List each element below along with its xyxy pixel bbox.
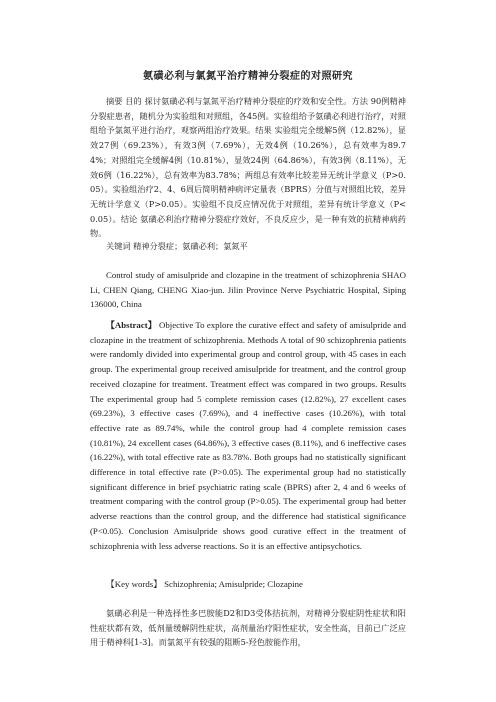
keywords-label: 【Key words】 (106, 579, 162, 589)
abstract-label: 【Abstract】 (106, 320, 157, 330)
english-abstract-text: Objective To explore the curative effect and safety of amisulpride and clozapine in the treatment of schizophrenia. Methods A total of 90 schizophrenia patients were randomly divided into experimental group and control group, with 45 cases in each group. The experimental group received amisulpride for treatment, and the control group received clozapine for treatment. Treatment effect was compared in two groups. Results The experimental group had 5 complete remission cases (12.82%), 27 excellent cases (69.23%), 3 effective cases (7.69%), and 4 ineffective cases (10.26%), with total effective rate as 89.74%, while the control group had 4 complete remission cases (10.81%), 24 excellent cases (64.86%), 3 effective cases (8.11%), and 6 ineffective cases (16.22%), with total effective rate as 83.78%. Both groups had no statistically significant difference in total effective rate (P>0.05). The experimental group had no statistically significant difference in brief psychiatric rating scale (BPRS) after 2, 4 and 6 weeks of treatment comparing with the control group (P>0.05). The experimental group had better adverse reactions than the control group, and the difference had statistical significance (P<0.05). Conclusion Amisulpride shows good curative effect in the treatment of schizophrenia with less adverse reactions. So it is an effective antipsychotics. (90, 320, 406, 551)
chinese-abstract: 摘要 目的 探讨氨磺必利与氯氮平治疗精神分裂症的疗效和安全性。方法 90例精神分裂症患者，随机分为实验组和对照组，各45例。实验组给予氨磺必利进行治疗，对照组给予氯氮平进行治疗，观察两组治疗效果。结果 实验组完全缓解5例（12.82%），显效27例（69.23%），有效3例（7.69%），无效4例（10.26%），总有效率为89.74%；对照组完全缓解4例（10.81%），显效24例（64.86%），有效3例（8.11%），无效6例（16.22%），总有效率为83.78%；两组总有效率比较差异无统计学意义（P>0.05）。实验组治疗2、4、6周后简明精神病评定量表（BPRS）分值与对照组比较，差异无统计学意义（P>0.05）。实验组不良反应情况优于对照组，差异有统计学意义（P<0.05）。结论 氨磺必利治疗精神分裂症疗效好，不良反应少，是一种有效的抗精神病药物。 (90, 96, 406, 239)
english-abstract (90, 318, 406, 553)
english-title-authors: Control study of amisulpride and clozapine in the treatment of schizophrenia SHAO Li, CHEN Qiang, CHENG Xiao-jun. Jilin Province Nerve Psychiatric Hospital, Siping 136000, China (90, 270, 406, 310)
chinese-keywords: 关键词 精神分裂症；氨磺必利；氯氮平 (106, 241, 248, 251)
intro-paragraph: 氨磺必利是一种选择性多巴胺能D2和D3受体拮抗剂，对精神分裂症阴性症状和阳性症状都有效，低剂量缓解阴性症状，高剂量治疗阳性症状，安全性高，目前已广泛应用于精神科[1-3]。而氯氮平有较强的阻断5-羟色胺能作用， (90, 608, 406, 648)
paper-title: 氨磺必利与氯氮平治疗精神分裂症的对照研究 (143, 71, 353, 82)
english-keywords (90, 577, 406, 592)
english-keywords-text: Schizophrenia; Amisulpride; Clozapine (164, 579, 303, 589)
